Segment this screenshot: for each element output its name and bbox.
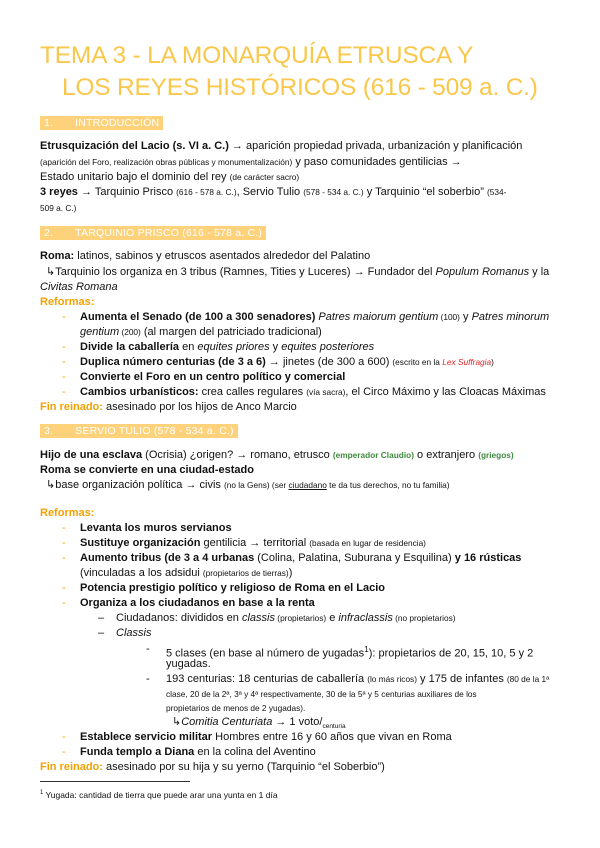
footnote-divider bbox=[40, 781, 190, 782]
section-heading-servio: 3. SERVIO TULIO (578 - 534 a. C.) bbox=[40, 424, 238, 438]
tarquinio-tribus-line: ↳Tarquinio los organiza en 3 tribus (Ramnes, Tities y Luceres) → Fundador del Populum Romanus y la bbox=[46, 266, 550, 278]
reforma-militar: Establece servicio militar Hombres entre 16 y 60 años que vivan en Roma bbox=[80, 731, 452, 743]
classis-line: Classis bbox=[116, 627, 152, 639]
dash-bullet: - bbox=[62, 386, 66, 398]
dash-bullet: - bbox=[62, 356, 66, 368]
centurias-line: 193 centurias: 18 centurias de caballería (lo más ricos) y 175 de infantes (80 de la 1ª bbox=[166, 673, 550, 685]
dash-bullet: - bbox=[146, 643, 150, 655]
dash-bullet: – bbox=[98, 627, 105, 639]
reformas-label-3: Reformas: bbox=[40, 507, 95, 519]
intro-line-4: 3 reyes → Tarquinio Prisco (616 - 578 a. C.), Servio Tulio (578 - 534 a. C.) y Tarquinio “el soberbio” (534- bbox=[40, 186, 507, 198]
intro-line-5: 509 a. C.) bbox=[40, 203, 77, 213]
reforma-senado-cont: gentium (200) (al margen del patriciado tradicional) bbox=[80, 326, 322, 338]
page-title bbox=[40, 40, 580, 104]
reforma-centurias: Duplica número centurias (de 3 a 6) → jinetes (de 300 a 600) (escrito en la Lex Suffragia) bbox=[80, 356, 494, 368]
centurias-cont-1: clase, 20 de la 2ª, 3ª y 4ª respectivamente, 30 de la 5ª y 5 centurias auxiliares de los bbox=[166, 689, 477, 699]
dash-bullet: - bbox=[62, 746, 66, 758]
tarquinio-roma-line: Roma: latinos, sabinos y etruscos asentados alrededor del Palatino bbox=[40, 250, 371, 262]
dash-bullet: - bbox=[62, 341, 66, 353]
dash-bullet: – bbox=[98, 612, 105, 624]
title-line-2: LOS REYES HISTÓRICOS (616 - 509 a. C.) bbox=[62, 74, 538, 101]
cinco-clases-line: 5 clases (en base al número de yugadas$^1$): propietarios de 20, 15, 10, 5 y 2 bbox=[166, 644, 534, 660]
dash-bullet: - bbox=[62, 582, 66, 594]
ciudadanos-line: Ciudadanos: divididos en classis (propietarios) e infraclassis (no propietarios) bbox=[116, 612, 456, 624]
section-heading-introduccion bbox=[40, 116, 163, 130]
reforma-territorial: Sustituye organización gentilicia → territorial (basada en lugar de residencia) bbox=[80, 537, 426, 549]
dash-bullet: - bbox=[62, 597, 66, 609]
reforma-templo: Funda templo a Diana en la colina del Aventino bbox=[80, 746, 316, 758]
reforma-caballeria: Divide la caballería en equites priores y equites posteriores bbox=[80, 341, 375, 353]
reforma-prestigio: Potencia prestigio político y religioso de Roma en el Lacio bbox=[80, 582, 386, 594]
intro-line-2: (aparición del Foro, realización obras públicas y monumentalización) y paso comunidades gentilicias → bbox=[40, 156, 462, 168]
section-heading-tarquinio: 2. TARQUINIO PRISCO (616 - 578 a. C.) bbox=[40, 226, 266, 240]
intro-line-3: Estado unitario bajo el dominio del rey (de carácter sacro) bbox=[40, 171, 300, 183]
tarquinio-civitas-line: Civitas Romana bbox=[40, 281, 118, 293]
title-line-1: TEMA 3 - LA MONARQUÍA ETRUSCA Y bbox=[40, 42, 474, 69]
dash-bullet: - bbox=[62, 731, 66, 743]
fin-reinado-tarquinio: Fin reinado: asesinado por los hijos de Anco Marcio bbox=[40, 401, 297, 413]
intro-line-1: Etrusquización del Lacio (s. VI a. C.) → aparición propiedad privada, urbanización y planificación bbox=[40, 140, 523, 152]
reforma-tribus: Aumento tribus (de 3 a 4 urbanas (Colina, Palatina, Suburana y Esquilina) y 16 rústicas bbox=[80, 552, 522, 564]
dash-bullet: - bbox=[62, 552, 66, 564]
section-number: 1. bbox=[44, 117, 54, 129]
reforma-urbanismo: Cambios urbanísticos: crea calles regulares (vía sacra), el Circo Máximo y las Cloacas Máximas bbox=[80, 386, 546, 398]
servio-civis-line: ↳base organización política → civis (no la Gens) (ser ciudadano te da tus derechos, no tu familia) bbox=[46, 479, 450, 491]
comitia-line: ↳Comitia Centuriata → 1 voto/$_{centuria}$ bbox=[172, 716, 346, 731]
centurias-cont-2: propietarios de menos de 2 yugadas). bbox=[166, 703, 306, 713]
section-label: INTRODUCCIÓN bbox=[75, 117, 160, 129]
reforma-senado: Aumenta el Senado (de 100 a 300 senadores) Patres maiorum gentium (100) y Patres minorum bbox=[80, 311, 550, 323]
reforma-renta: Organiza a los ciudadanos en base a la renta bbox=[80, 597, 315, 609]
dash-bullet: - bbox=[146, 673, 150, 685]
dash-bullet: - bbox=[62, 522, 66, 534]
fin-reinado-servio: Fin reinado: asesinado por su hija y su yerno (Tarquinio “el Soberbio”) bbox=[40, 761, 385, 773]
footnote: $^1$ Yugada: cantidad de tierra que puede arar una yunta en 1 día bbox=[40, 789, 278, 800]
reforma-foro: Convierte el Foro en un centro político y comercial bbox=[80, 371, 346, 383]
cinco-clases-cont: yugadas. bbox=[166, 658, 211, 670]
servio-ciudad-estado: Roma se convierte en una ciudad-estado bbox=[40, 464, 254, 476]
reforma-muros: Levanta los muros servianos bbox=[80, 522, 232, 534]
reformas-label-2: Reformas: bbox=[40, 296, 95, 308]
servio-origen-line: Hijo de una esclava (Ocrisia) ¿origen? → romano, etrusco (emperador Claudio) o extranjero (griegos) bbox=[40, 449, 514, 461]
dash-bullet: - bbox=[62, 371, 66, 383]
dash-bullet: - bbox=[62, 537, 66, 549]
reforma-tribus-cont: (vinculadas a los adsidui (propietarios de tierras)) bbox=[80, 567, 293, 579]
dash-bullet: - bbox=[62, 311, 66, 323]
